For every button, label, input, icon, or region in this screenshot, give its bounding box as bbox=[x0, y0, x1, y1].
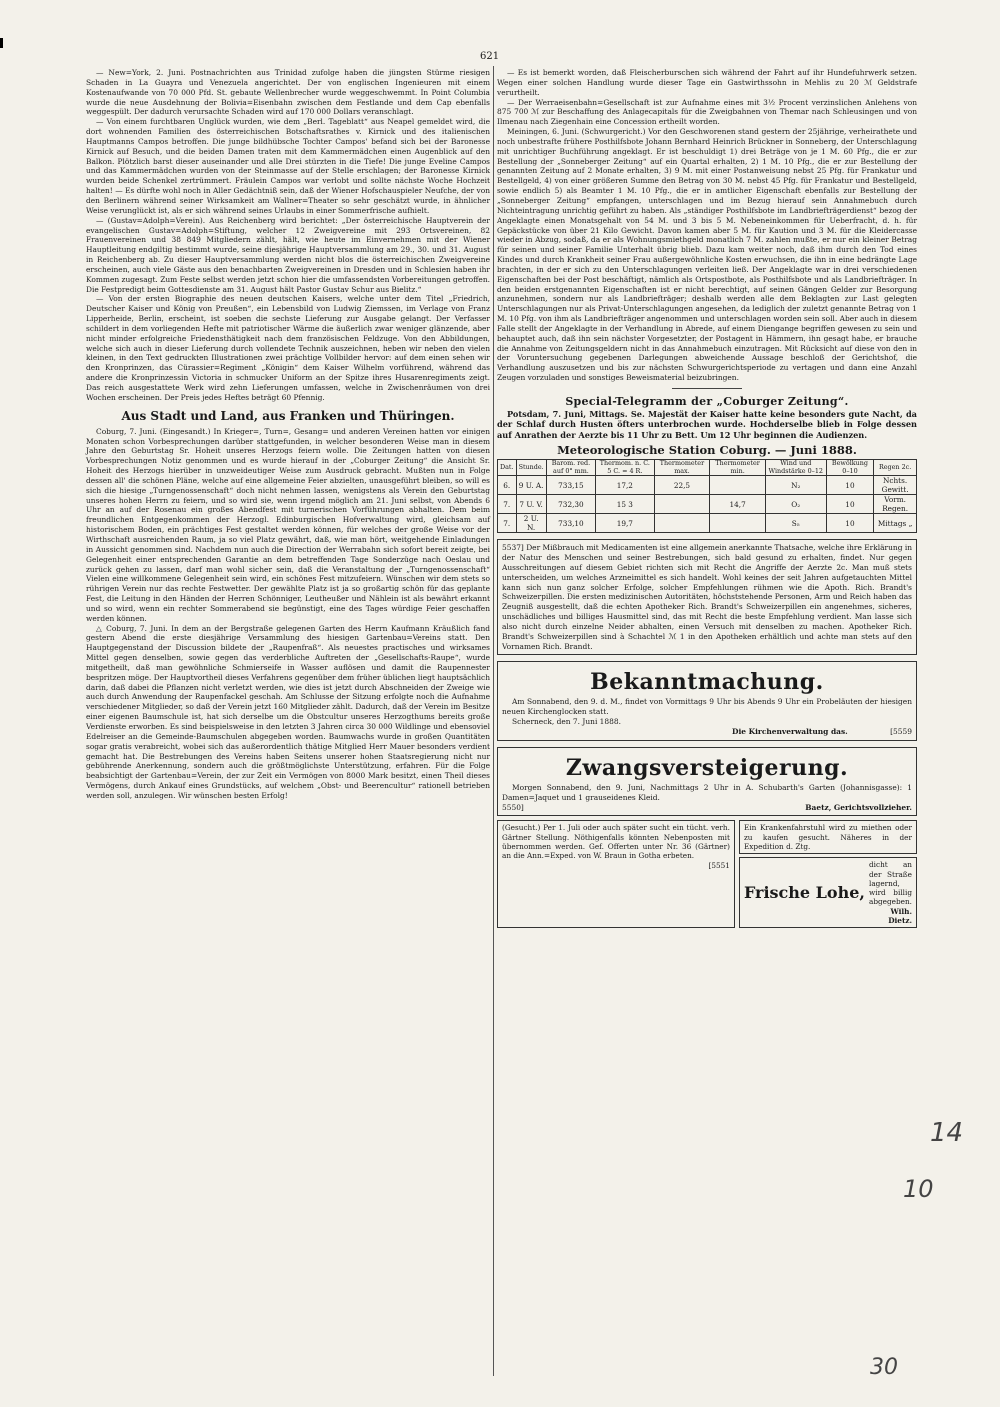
telegram-heading: Special-Telegramm der „Coburger Zeitung“. bbox=[565, 395, 849, 408]
table-cell bbox=[710, 476, 765, 495]
table-cell: 733,15 bbox=[546, 476, 595, 495]
header-cell: Barom. red. auf 0° mm. bbox=[546, 460, 595, 476]
table-cell: 7. bbox=[498, 514, 517, 533]
weather-station-heading: Meteorologische Station Coburg. — Juni 1888. bbox=[557, 443, 857, 458]
table-cell: 2 U. N. bbox=[516, 514, 546, 533]
table-cell bbox=[654, 495, 710, 514]
column-divider bbox=[493, 66, 494, 1376]
zwangsversteigerung-number: 5550] bbox=[502, 802, 524, 812]
ad-zwangsversteigerung bbox=[497, 747, 917, 817]
table-cell: 17,2 bbox=[596, 476, 654, 495]
header-cell: Thermometer max. bbox=[654, 460, 710, 476]
header-cell: Wind und Windstärke 0–12 bbox=[765, 460, 826, 476]
article-new-york: — New=York, 2. Juni. Postnachrichten aus Trinidad zufolge haben die jüngsten Stürme riesigen Schaden in La Guayra und Venezuela angerichtet. Der von englischen Ingenieuren mit einem Kostenaufwande von 70 000 Pfd. St. gebaute Wellenbrecher wurde weggeschwemmt. In Point Columbia wurde die neue Ausdehnung der Bolivia=Eisenbahn zwischen dem Festlande und dem Cap ebenfalls weggespült. Der dadurch verursachte Schaden wird auf 170 000 Dollars veranschlagt. bbox=[86, 68, 490, 117]
article-coburg-gartenbau: △ Coburg, 7. Juni. In dem an der Bergstraße gelegenen Garten des Herrn Kaufmann Kräußlich fand gestern Abend die erste diesjährige Versammlung des hiesigen Gartenbau=Vereins statt. Den Hauptgegenstand der Discussion bildete der „Raupenfraß“. Als neuestes practisches und wirksames Mittel gegen denselben, sowie gegen das verderbliche Auftreten der „Gesellschafts-Raupe“, wurde mitgetheilt, daß man gewöhnliche Schmierseife in Wasser auflösen und damit die Raupennester bespritzen möge. Der Hauptvortheil dieses Verfahrens gegenüber dem früher üblichen liegt hauptsächlich darin, daß dabei die Pflanzen nicht verletzt werden, wie dies ist jetzt durch Abschneiden der Zweige wie auch durch Anwendung der Raupenfackel geschah. Am Schlusse der Sitzung erfolgte noch die Aufnahme verschiedener Mitglieder, so daß der Verein jetzt 160 Mitglieder zählt. Dadurch, daß der Verein im Besitze einer eigenen Baumschule ist, hat sich derselbe um die Obstcultur unseres Herzogthums bereits große Verdienste erworben. Es sind beispielsweise in den letzten 3 Jahren circa 30 000 Wildlinge und ebensoviel Edelreiser an die Gemeinde-Baumschulen abgegeben worden. Baumwachs wurde in großen Quantitäten sogar gratis verabreicht, wobei sich das außerordentlich thätige Mitglied Herr Mauer besonders verdient gemacht hat. Die Bestrebungen des Vereins haben Seitens unserer hohen Staatsregierung nicht nur gebührende Anerkennung, sondern auch die größtmöglichste Unterstützung, erfahren. Für die Folge beabsichtigt der Gartenbau=Verein, der zur Zeit ein Vermögen von 8000 Mark besitzt, einen Theil dieses Vermögens, durch Ankauf eines Grundstücks, auf welchem „Obst- und Beerencultur“ rationell betrieben werden soll, anzulegen. Wir wünschen besten Erfolg! bbox=[86, 623, 490, 800]
bekanntmachung-signature: Die Kirchenverwaltung das. bbox=[732, 727, 848, 736]
ad-lohe-title: Frische Lohe, bbox=[743, 882, 865, 902]
scan-edge-mark bbox=[0, 38, 3, 48]
bekanntmachung-place-date: Scherneck, den 7. Juni 1888. bbox=[512, 717, 621, 727]
ad-stack bbox=[739, 820, 917, 928]
ad-schweizerpillen-text: 5537] Der Mißbrauch mit Medicamenten ist eine allgemein anerkannte Thatsache, welche ihre Erklärung in der Natur des Menschen und seiner Bestrebungen, sich bald gesund zu erhalten, findet. Nur gegen Ausschreitungen auf diesem Gebiet richten sich mit Recht die Angriffe der Aerzte 2c. Man muß stets unterscheiden, um welches Arzneimittel es sich handelt. Wohl keines der seit Jahren aufgetauchten Mittel kann sich nun ganz solcher Erfolge, solcher Empfehlungen rühmen wie die Apoth. Rich. Brandt's Schweizerpillen. Die ersten medizinischen Autoritäten, höchststehende Personen, Arm und Reich haben das Zeugniß ausgestellt, daß die echten Apotheker Rich. Brandt's Schweizerpillen ein angenehmes, sicheres, unschädliches und billiges Hausmittel sind, das mit Recht die beste Empfehlung verdient. Man lasse sich also nicht durch einzelne Neider abhalten, einen Versuch mit denselben zu machen. Apotheker Rich. Brandt's Schweizerpillen sind à Schachtel ℳ 1 in den Apotheken erhältlich und achte man stets auf den Vornamen Rich. Brandt. bbox=[502, 543, 912, 651]
zwangsversteigerung-signature: Baetz, Gerichtsvollzieher. bbox=[805, 802, 912, 812]
table-row bbox=[498, 476, 917, 495]
header-cell: Dat. bbox=[498, 460, 517, 476]
article-coburg-turngenossenschaft: Coburg, 7. Juni. (Eingesandt.) In Krieger=, Turn=, Gesang= und anderen Vereinen hatten vor einigen Monaten schon Vorbesprechungen darüber stattgefunden, in welcher besonderen Weise man in diesem Jahre den Geburtstag Sr. Hoheit unseres Herzogs feiern wolle. Die Zeitungen hatten von diesen Vorbesprechungen Notiz genommen und es wurde hierauf in der „Coburger Zeitung“ die Ansicht Sr. Hoheit des Herzogs hierüber in unzweideutiger Weise zum Ausdruck gebracht. Mußten nun in Folge dessen all' die schönen Pläne, welche auf eine allgemeine Feier abzielten, unausgeführt bleiben, so will es sich die hiesige „Turngenossenschaft“ doch nicht nehmen lassen, wenigstens als Verein den Geburtstag unseres hohen Herrn zu feiern, und so wird sie, wenn irgend möglich am 21. Juni selbst, von Abends 6 Uhr an auf der Rosenau ein großes Abendfest mit turnerischen Vorführungen abhalten. Dem beim freundlichen Entgegenkommen der Herzogl. Edinburgischen Hofverwaltung wird, gleichsam auf historischem Boden, ein prächtiges Fest gestaltet werden können, für welches der große Weise vor der Wirthschaft ausreichenden Raum, ja so viel Platz gewährt, daß, wie man hört, weitgehende Einladungen in Aussicht genommen sind. Nachdem nun auch die Direction der Werrabahn sich sofort bereit zeigte, bei Gelegenheit einer entsprechenden Garantie an dem betreffenden Tage Sonderzüge nach Oeslau und zurück gehen zu lassen, darf man wohl sicher sein, daß die Veranstaltung der „Turngenossenschaft“ Vielen eine willkommene Gelegenheit sein wird, ein schönes Fest mitzufeiern. Wünschen wir dem stets so rührigen Verein nur das rechte Festwetter. Der gewählte Platz ist ja so großartig schön für das geplante Fest, die Leitung in den Händen der Herren Schönniger, Leutheußer und Nählein ist als bewährt erkannt und so wird, wenn ein rechter Sommerabend sie begünstigt, eine des Tages würdige Feier geschaffen werden können. bbox=[86, 426, 490, 623]
table-cell: 19,7 bbox=[596, 514, 654, 533]
table-cell: Mittags „ bbox=[874, 514, 917, 533]
handwritten-mark: 10 bbox=[903, 1175, 934, 1203]
weather-table bbox=[497, 459, 917, 533]
article-kaiser-biographie: — Von der ersten Biographie des neuen deutschen Kaisers, welche unter dem Titel „Friedrich, Deutscher Kaiser und König von Preußen“, ein Lebensbild von Ludwig Ziemssen, im Verlage von Franz Lipperheide, Berlin, erscheint, ist soeben die sechste Lieferung zur Ausgabe gelangt. Der Verfasser schildert in dem vorliegenden Hefte mit patriotischer Wärme die äußerlich zwar weniger glänzende, aber nicht minder erfolgreiche Friedensthätigkeit nach dem französischen Feldzuge. Von den Abbildungen, welche sich auch in dieser Lieferung durch vollendete Technik auszeichnen, heben wir neben den vielen kleinen, in den Text gedruckten Illustrationen zwei prächtige Vollbilder hervor: auf dem einen sehen wir den Kronprinzen, das Cürassier=Regiment „Königin“ dem Kaiser Wilhelm vorführend, während das andere die Kronprinzessin Victoria in schmucker Uniform an der Spitze ihres Husarenregiments zeigt. Das reich ausgestattete Werk wird zehn Lieferungen umfassen, welche in Zwischenräumen von drei Wochen erscheinen. Der Preis jedes Heftes beträgt 60 Pfennig. bbox=[86, 294, 490, 402]
header-cell: Thermometer min. bbox=[710, 460, 765, 476]
ad-schweizerpillen bbox=[497, 539, 917, 655]
table-cell: 9 U. A. bbox=[516, 476, 546, 495]
small-ads-row bbox=[497, 820, 917, 928]
section-heading: Aus Stadt und Land, aus Franken und Thüringen. bbox=[121, 408, 455, 423]
table-cell: 10 bbox=[826, 495, 874, 514]
table-cell: 7. bbox=[498, 495, 517, 514]
zwangsversteigerung-footer bbox=[502, 803, 912, 813]
article-gustav-adolph-verein: — (Gustav=Adolph=Verein). Aus Reichenberg wird berichtet: „Der österreichische Hauptverein der evangelischen Gustav=Adolph=Stiftung, welcher 12 Zweigvereine mit 293 Ortsvereinen, 82 Frauenvereinen und 38 849 Mitgliedern zählt, hält, wie heute im Einvernehmen mit der Wiener Hauptleitung endgiltig bestimmt wurde, seine diesjährige Hauptversammlung am 29., 30. und 31. August in Reichenberg ab. Zu dieser Hauptversammlung werden nicht blos die österreichischen Zweigvereine erscheinen, auch viele Gäste aus den benachbarten Zweigvereinen in Dresden und in Schlesien haben ihr Kommen zugesagt. Zum Feste selbst werden jetzt schon hier die umfassendsten Vorbereitungen getroffen. Die Festpredigt beim Gottesdienste am 31. August hält Pastor Gustav Schur aus Bielitz.“ bbox=[86, 215, 490, 294]
table-cell: 733,10 bbox=[546, 514, 595, 533]
ad-frische-lohe bbox=[739, 857, 917, 928]
page-number: 621 bbox=[480, 51, 500, 62]
ad-krankenfahrstuhl: Ein Krankenfahrstuhl wird zu miethen oder zu kaufen gesucht. Näheres in der Expedition d. Ztg. bbox=[739, 820, 917, 854]
table-cell bbox=[654, 514, 710, 533]
table-cell: 14,7 bbox=[710, 495, 765, 514]
zwangsversteigerung-body: Morgen Sonnabend, den 9. Juni, Nachmittags 2 Uhr in A. Schubarth's Garten (Johannisgasse): 1 Damen=Jaquet und 1 grauseidenes Kleid. bbox=[502, 782, 912, 802]
article-hundefuhrwerk: — Es ist bemerkt worden, daß Fleischerburschen sich während der Fahrt auf ihr Hundefuhrwerk setzen. Wegen einer solchen Handlung wurde dieser Tage ein Gastwirthssohn in Mehlis zu 20 ℳ Geldstrafe verurtheilt. bbox=[497, 68, 917, 97]
table-cell: Vorm. Regen. bbox=[874, 495, 917, 514]
bekanntmachung-number: [5559 bbox=[890, 727, 912, 736]
ad-gesucht-number: [5551 bbox=[708, 860, 730, 870]
table-cell: 22,5 bbox=[654, 476, 710, 495]
telegram-body: Potsdam, 7. Juni, Mittags. Se. Majestät der Kaiser hatte keine besonders gute Nacht, da der Schlaf durch Husten öfters unterbrochen wurde. Hochderselbe blieb in Folge dessen auf Anrathen der Aerzte bis 11 Uhr zu Bett. Um 12 Uhr beginnen die Audienzen. bbox=[497, 408, 917, 440]
table-row bbox=[498, 495, 917, 514]
handwritten-mark: 14 bbox=[930, 1118, 964, 1148]
ad-gesucht bbox=[497, 820, 735, 928]
ad-gesucht-text: (Gesucht.) Per 1. Juli oder auch später sucht ein tücht. verh. Gärtner Stellung. Nöthigenfalls könnten Nebenposten mit übernommen werden. Gef. Offerten unter Nr. 36 (Gärtner) an die Ann.=Exped. von W. Braun in Gotha erbeten. bbox=[502, 823, 730, 861]
ad-lohe-text: dicht an der Straße lagernd, wird billig abgegeben. bbox=[868, 860, 912, 907]
table-cell: 10 bbox=[826, 514, 874, 533]
zwangsversteigerung-title: Zwangsversteigerung. bbox=[565, 754, 849, 781]
article-meiningen-schwurgericht: Meiningen, 6. Juni. (Schwurgericht.) Vor den Geschworenen stand gestern der 25jährige, verheirathete und noch unbestrafte frühere Posthilfsbote Johann Bernhard Heinrich Brückner in Sonneberg, der Unterschlagung mit unrichtiger Buchführung angeklagt. Er ist beschuldigt 1) drei Beträge von je 1 M. 60 Pfg., die er zur Bestellung der „Sonneberger Zeitung“ auf ein Quartal erhalten, 2) 1 M. 10 Pfg., die er zur Bestellung der genannten Zeitung auf 2 Monate erhalten, 3) 9 M. mit einer Postanweisung nebst 25 Pfg. für Frankatur und Bestellgeld, 4) von einer größeren Summe den Betrag von 30 M. nebst 45 Pfg. für Frankatur und Bestellgeld, sowie endlich 5) als Beamter 1 M. 10 Pfg., die er in amtlicher Eigenschaft ebenfalls zur Bestellung der „Sonneberger Zeitung“ empfangen, unterschlagen und im Bezug hierauf sein Annahmebuch durch Nichteintragung unrichtig geführt zu haben. Als „ständiger Posthilfsbote im Landbriefträgerdienst“ bezog der Angeklagte einen Monatsgehalt von 54 M. und 3 bis 5 M. Nebeneinkommen für Ueberfracht, d. h. für Gepäckstücke von über 21 Kilo Gewicht. Davon kamen aber 5 M. für Kaution und 3 M. für die Kleidercasse wieder in Abzug, sodaß, da er als Wohnungsmiethgeld monatlich 7 M. zahlen mußte, er nur ein kleiner Betrag für seinen und seiner Familie Unterhalt übrig blieb. Dazu kam weiter noch, daß ihm durch den Tod eines Kindes und durch Krankheit seiner Frau außergewöhnliche Kosten erwuchsen, die ihn in eine bedrängte Lage brachten, in der er sich zu den Unterschlagungen verleiten ließ. Der Angeklagte war in drei verschiedenen Eigenschaften bei der Post beschäftigt, nämlich als Ortspostbote, als Posthilfsbote und als Landbriefträger. In den beiden erstgenannten Eigenschaften ist er nicht berechtigt, auf seinen Gängen Gelder zur Besorgung anzunehmen, sondern nur als Landbriefträger; deshalb werden alle dem Beklagten zur Last gelegten Unterschlagungen nur als Privat-Unterschlagungen angesehen, da lediglich der zuletzt genannte Betrag von 1 M. 10 Pfg. von ihm als Landbriefträger angenommen und unterschlagen worden sein soll. Aber auch in diesem Falle stellt der Angeklagte in der Verhandlung in Abrede, auf einem Diengange begriffen gewesen zu sein und behauptet auch, daß ihn sein nächster Vorgesetzter, der Postagent in Hämmern, ihn gesagt habe, er brauche die Annahme von Zeitungsgeldern nicht in das Annahmebuch einzutragen. Mit Rücksicht auf diese von den in der Voruntersuchung gegebenen Darlegungen abweichende Aussage beschloß der Gerichtshof, die Verhandlung auszusetzen und bis zur nächsten Schwurgerichtsperiode zu vertagen und dann eine Anzahl Zeugen vorzuladen und sonstiges Beweismaterial beizubringen. bbox=[497, 127, 917, 383]
bekanntmachung-body: Am Sonnabend, den 9. d. M., findet von Vormittags 9 Uhr bis Abends 9 Uhr ein Probeläuten der hiesigen neuen Kirchenglocken statt. bbox=[502, 697, 912, 717]
left-column bbox=[86, 68, 490, 801]
article-neapel: — Von einem furchtbaren Unglück wurden, wie dem „Berl. Tageblatt“ aus Neapel gemeldet wird, die dort wohnenden Familien des österreichischen Botschaftsrathes v. Kirnick und des italienischen Hauptmanns Campos betroffen. Die junge bildhübsche Tochter Campos' befand sich bei der Baronesse Kirnick auf Besuch, und die beiden Damen traten mit dem Kammermädchen einen Augenblick auf den Balkon. Plötzlich barst dieser auseinander und alle Drei stürzten in die Tiefe! Die junge Eveline Campos und das Kammermädchen wurden von der Steinmasse auf der Stelle erschlagen; der Baronesse Kirnick wurden beide Schenkel zertrümmert. Fräulein Campos war verlobt und sollte nächste Woche Hochzeit halten! — Es dürfte wohl noch in Aller Gedächtniß sein, daß der Wiener Hofschauspieler Neufche, der von den Berlinern während seiner Wirksamkeit am Wallner=Theater so sehr geschätzt wurde, in ähnlicher Weise verunglückt ist, als er sich während seines Urlaubs in einer Sommerfrische aufhielt. bbox=[86, 117, 490, 215]
table-cell bbox=[710, 514, 765, 533]
table-row bbox=[498, 514, 917, 533]
table-cell: 15 3 bbox=[596, 495, 654, 514]
table-cell: S₅ bbox=[765, 514, 826, 533]
article-werraeisenbahn: — Der Werraeisenbahn=Gesellschaft ist zur Aufnahme eines mit 3½ Procent verzinslichen Anlehens von 875 700 ℳ zur Beschaffung des Anlagecapitals für die Zweigbahnen von Themar nach Schleusingen und von Ilmenau nach Ziegenhain eine Concession ertheilt worden. bbox=[497, 97, 917, 127]
table-cell: 7 U. V. bbox=[516, 495, 546, 514]
table-cell: 732,30 bbox=[546, 495, 595, 514]
ad-bekanntmachung bbox=[497, 661, 917, 740]
table-cell: 6. bbox=[498, 476, 517, 495]
weather-table-header bbox=[498, 460, 917, 476]
bekanntmachung-title: Bekanntmachung. bbox=[590, 669, 824, 696]
handwritten-mark: 30 bbox=[870, 1355, 898, 1380]
header-cell: Regen 2c. bbox=[874, 460, 917, 476]
table-cell: Nchts. Gewitt. bbox=[874, 476, 917, 495]
ad-lohe-signature: Wilh. Dietz. bbox=[888, 906, 912, 926]
header-cell: Bewölkung 0–10 bbox=[826, 460, 874, 476]
ad-lohe-detail bbox=[869, 860, 912, 925]
bekanntmachung-signature-line bbox=[502, 727, 912, 737]
table-cell: N₂ bbox=[765, 476, 826, 495]
header-cell: Stunde. bbox=[516, 460, 546, 476]
right-column bbox=[497, 68, 917, 928]
table-cell: 10 bbox=[826, 476, 874, 495]
separator-rule bbox=[672, 388, 742, 389]
table-cell: O₂ bbox=[765, 495, 826, 514]
header-cell: Thermom. n. C. 5 C. = 4 R. bbox=[596, 460, 654, 476]
